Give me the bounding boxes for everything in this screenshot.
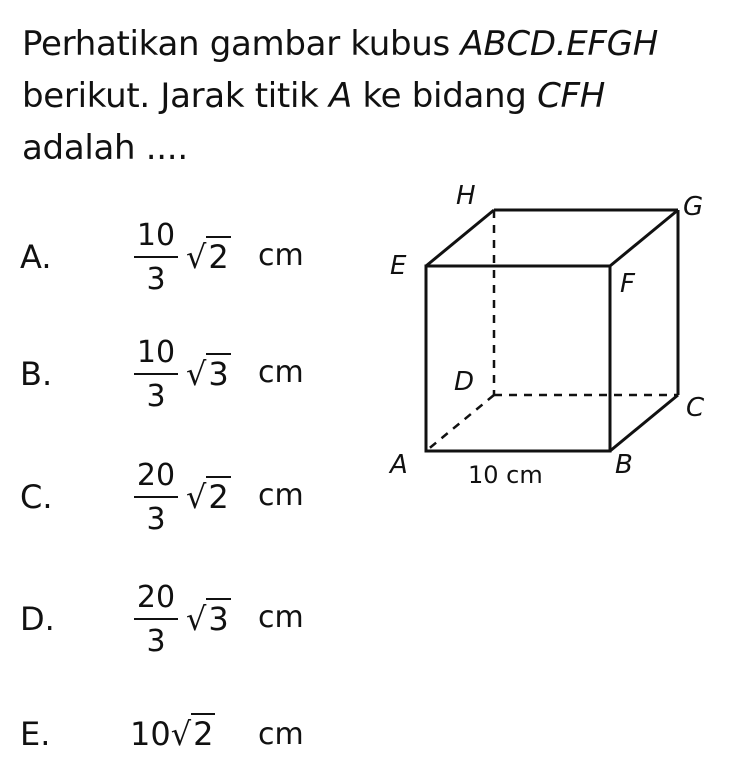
radical-sign-icon: √ [186, 355, 207, 393]
question-part4: adalah .... [22, 128, 188, 168]
cube-name: ABCD.EFGH [460, 24, 658, 64]
vertex-label-e: E [390, 251, 407, 281]
option-letter: D. [20, 600, 55, 638]
option-letter: E. [20, 715, 51, 753]
vertex-label-b: B [615, 450, 633, 480]
fraction-numerator: 10 [136, 335, 176, 370]
fraction-denominator: 3 [146, 379, 166, 414]
square-root [186, 478, 231, 516]
unit: cm [258, 478, 304, 513]
unit: cm [258, 238, 304, 273]
vertex-label-c: C [686, 393, 705, 423]
coefficient: 10 [130, 715, 171, 753]
vertex-label-h: H [456, 181, 476, 211]
question-part1: Perhatikan gambar kubus [22, 24, 461, 64]
fraction-numerator: 20 [136, 580, 176, 615]
unit: cm [258, 600, 304, 635]
fraction-bar [134, 256, 178, 258]
option-d[interactable] [20, 580, 360, 660]
radical-sign-icon: √ [170, 715, 192, 753]
edge-bc [610, 395, 678, 451]
option-a[interactable] [20, 218, 360, 298]
vertex-label-g: G [683, 192, 704, 222]
fraction-bar [134, 496, 178, 498]
radicand: 2 [208, 238, 229, 276]
option-value [130, 715, 215, 753]
radicand: 2 [208, 478, 229, 516]
option-letter: A. [20, 238, 52, 276]
radical-sign-icon: √ [186, 600, 207, 638]
square-root [186, 600, 231, 638]
option-c[interactable] [20, 458, 360, 538]
option-letter: B. [20, 355, 53, 393]
edge-da [426, 395, 494, 451]
unit: cm [258, 717, 304, 752]
cube-diagram [370, 180, 730, 510]
question-part2: berikut. Jarak titik [22, 76, 329, 116]
radical-sign-icon: √ [186, 478, 207, 516]
point-name: A [329, 76, 352, 116]
fraction-bar [134, 618, 178, 620]
fraction-denominator: 3 [146, 624, 166, 659]
question-part3: ke bidang [351, 76, 538, 116]
fraction-denominator: 3 [146, 262, 166, 297]
radical-sign-icon: √ [186, 238, 207, 276]
fraction-numerator: 20 [136, 458, 176, 493]
radicand: 3 [208, 355, 229, 393]
radicand: 2 [193, 715, 214, 753]
fraction [130, 218, 182, 298]
edge-eh [426, 210, 494, 266]
radicand: 3 [208, 600, 229, 638]
front-face [426, 266, 610, 451]
vertex-label-d: D [454, 367, 475, 397]
fraction [130, 335, 182, 415]
fraction-denominator: 3 [146, 502, 166, 537]
unit: cm [258, 355, 304, 390]
option-b[interactable] [20, 335, 360, 415]
question-text [22, 18, 742, 174]
fraction [130, 458, 182, 538]
square-root [186, 238, 231, 276]
option-letter: C. [20, 478, 53, 516]
fraction [130, 580, 182, 660]
fraction-bar [134, 373, 178, 375]
fraction-numerator: 10 [136, 218, 176, 253]
vertex-label-f: F [620, 269, 635, 299]
edge-length-label: 10 cm [468, 461, 543, 489]
edge-fg [610, 210, 678, 266]
option-e[interactable] [20, 695, 360, 775]
plane-name: CFH [537, 76, 606, 116]
square-root [186, 355, 231, 393]
vertex-label-a: A [390, 450, 408, 480]
